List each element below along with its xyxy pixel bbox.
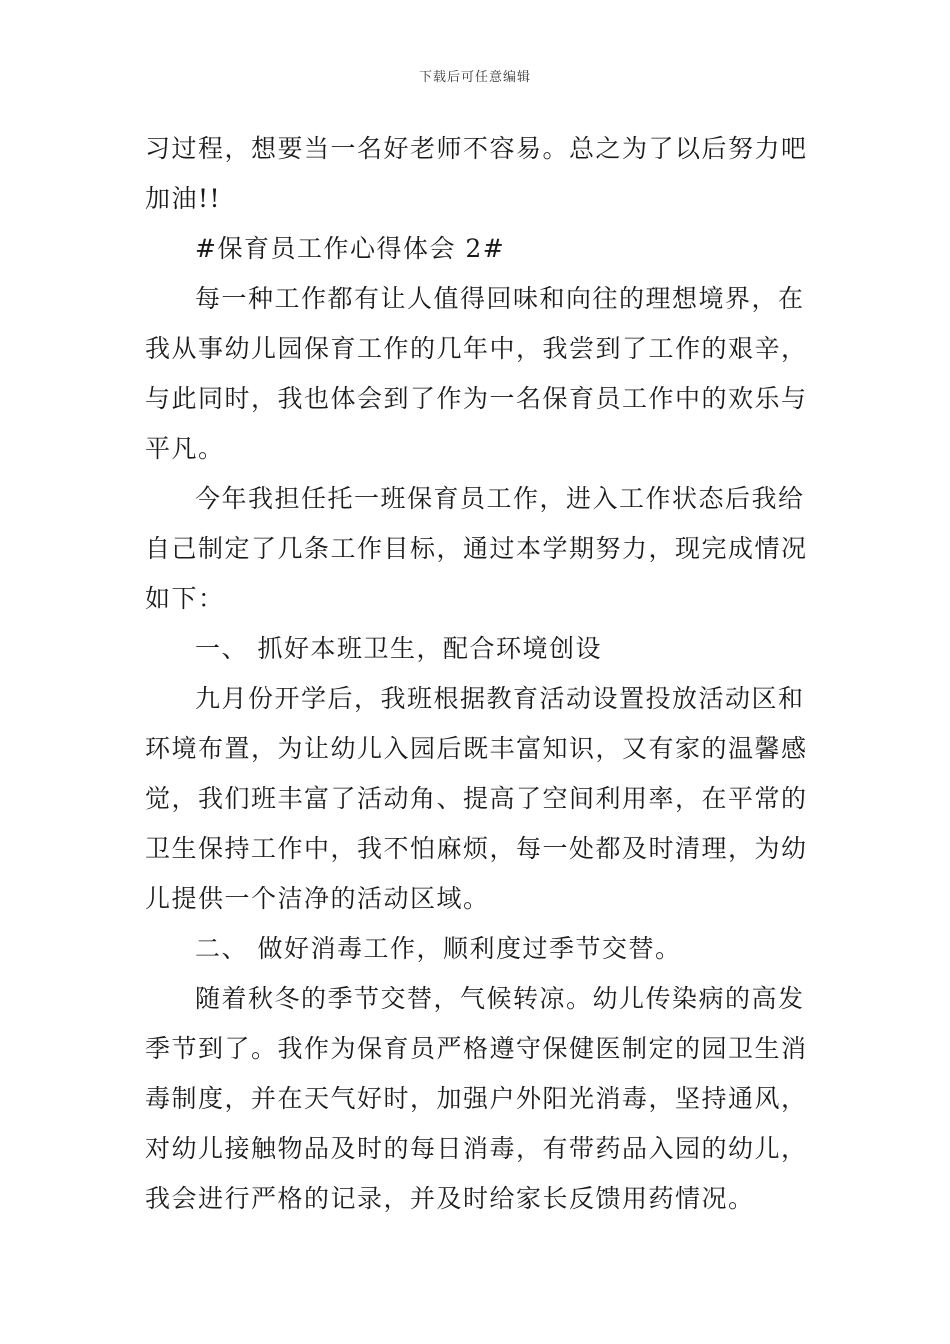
text-line: 今年我担任托一班保育员工作，进入工作状态后我给 [195, 484, 805, 513]
text-line: 每一种工作都有让人值得回味和向往的理想境界，在 [195, 284, 805, 313]
subsection-heading: 二、 做好消毒工作，顺利度过季节交替。 [195, 934, 682, 963]
text-line: 儿提供一个洁净的活动区域。 [145, 884, 490, 913]
text-line: 卫生保持工作中，我不怕麻烦，每一处都及时清理，为幼 [145, 834, 808, 863]
text-line: 对幼儿接触物品及时的每日消毒，有带药品入园的幼儿， [145, 1134, 808, 1163]
text-line: 觉，我们班丰富了活动角、提高了空间利用率，在平常的 [145, 784, 808, 813]
text-line: 加油!! [145, 184, 222, 213]
text-line: 平凡。 [145, 434, 225, 463]
text-line: 习过程，想要当一名好老师不容易。总之为了以后努力吧 [145, 134, 808, 163]
text-line: 随着秋冬的季节交替，气候转凉。幼儿传染病的高发 [195, 984, 805, 1013]
text-line: 如下： [145, 584, 225, 613]
download-note: 下载后可任意编辑 [418, 70, 531, 85]
text-line: 毒制度，并在天气好时，加强户外阳光消毒，坚持通风， [145, 1084, 808, 1113]
text-line: 我会进行严格的记录，并及时给家长反馈用药情况。 [145, 1184, 755, 1213]
subsection-heading: 一、 抓好本班卫生，配合环境创设 [195, 634, 602, 663]
section-heading: #保育员工作心得体会 2# [195, 234, 506, 263]
text-line: 与此同时，我也体会到了作为一名保育员工作中的欢乐与 [145, 384, 808, 413]
text-line: 自己制定了几条工作目标，通过本学期努力，现完成情况 [145, 534, 808, 563]
text-line: 环境布置，为让幼儿入园后既丰富知识，又有家的温馨感 [145, 734, 808, 763]
text-line: 季节到了。我作为保育员严格遵守保健医制定的园卫生消 [145, 1034, 808, 1063]
text-line: 九月份开学后，我班根据教育活动设置投放活动区和 [195, 684, 805, 713]
document-body [145, 124, 807, 1224]
text-line: 我从事幼儿园保育工作的几年中，我尝到了工作的艰辛， [145, 334, 808, 363]
